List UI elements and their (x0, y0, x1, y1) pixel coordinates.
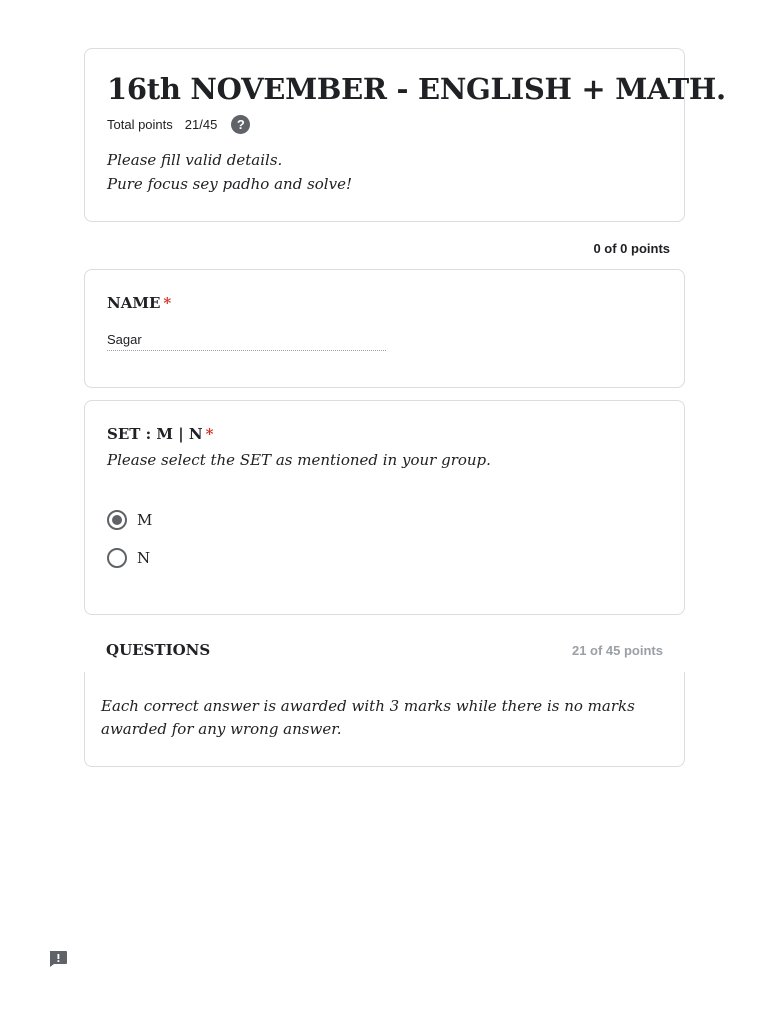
required-mark: * (163, 294, 172, 312)
help-circle-icon[interactable]: ? (231, 115, 250, 134)
radio-group (107, 501, 662, 577)
total-points-row (107, 115, 662, 134)
question-label-text: NAME (107, 294, 161, 312)
name-answer: Sagar (107, 332, 386, 351)
question-label (107, 294, 662, 312)
questions-description-card (84, 672, 685, 767)
report-feedback-icon[interactable] (48, 950, 68, 968)
required-mark: * (205, 425, 214, 443)
section-points: 0 of 0 points (593, 241, 670, 256)
option-label: M (137, 511, 153, 529)
form-description (107, 148, 662, 196)
total-points-value: 21/45 (184, 117, 218, 132)
question-label-text: SET : M | N (107, 425, 203, 443)
section-description: Each correct answer is awarded with 3 marks while there is no marks awarded for any wrong answer. (101, 697, 635, 738)
question-label (107, 425, 662, 443)
radio-unchecked-icon[interactable] (107, 548, 127, 568)
question-description: Please select the SET as mentioned in your group. (107, 451, 491, 469)
section-title: QUESTIONS (106, 641, 211, 659)
option-label: N (137, 549, 151, 567)
section-points: 21 of 45 points (571, 642, 663, 658)
form-description-line: Please fill valid details. (107, 151, 283, 169)
name-question-card (84, 269, 685, 388)
form-header-card (84, 48, 726, 222)
radio-option-m[interactable] (107, 501, 662, 539)
set-question-card (84, 400, 685, 615)
form-description-line: Pure focus sey padho and solve! (107, 175, 352, 193)
radio-option-n[interactable] (107, 539, 662, 577)
form-title: 16th NOVEMBER - ENGLISH + MATH. (107, 72, 726, 106)
total-points-label: Total points (107, 117, 173, 132)
radio-checked-icon[interactable] (107, 510, 127, 530)
questions-section-header (84, 635, 685, 665)
